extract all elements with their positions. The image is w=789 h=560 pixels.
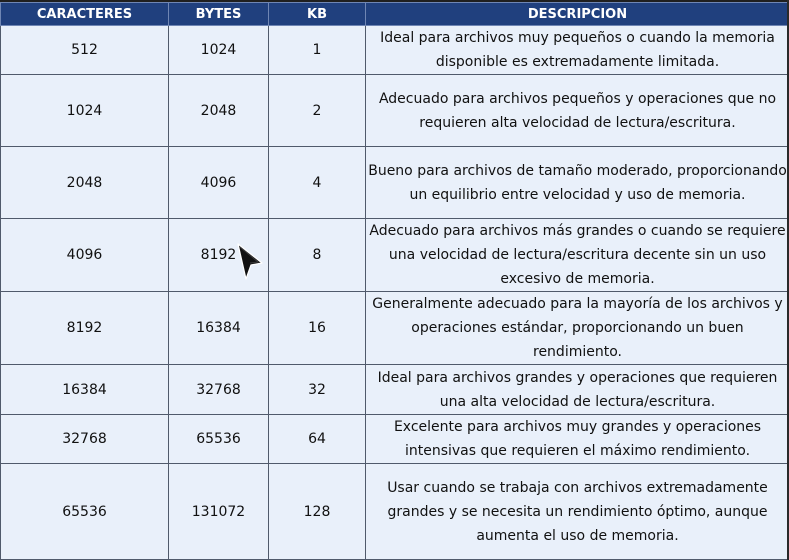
cell-kb: 4 (269, 147, 366, 219)
header-bytes: BYTES (169, 3, 269, 26)
cell-bytes: 65536 (169, 415, 269, 464)
cell-bytes: 1024 (169, 26, 269, 75)
cell-caracteres: 512 (1, 26, 169, 75)
table-row (1, 464, 789, 560)
table-row (1, 415, 789, 464)
cell-bytes: 16384 (169, 292, 269, 365)
cell-caracteres: 65536 (1, 464, 169, 560)
cell-descripcion: Adecuado para archivos pequeños y operaciones que no requieren alta velocidad de lectura/escritura. (366, 75, 789, 147)
cell-kb: 32 (269, 365, 366, 415)
cell-caracteres: 4096 (1, 219, 169, 292)
cell-caracteres: 2048 (1, 147, 169, 219)
cell-descripcion: Adecuado para archivos más grandes o cuando se requiere una velocidad de lectura/escritura decente sin un uso excesivo de memoria. (366, 219, 789, 292)
cell-caracteres: 32768 (1, 415, 169, 464)
table-row (1, 26, 789, 75)
cell-caracteres: 8192 (1, 292, 169, 365)
cell-caracteres: 16384 (1, 365, 169, 415)
cell-descripcion: Bueno para archivos de tamaño moderado, proporcionando un equilibrio entre velocidad y uso de memoria. (366, 147, 789, 219)
table-row (1, 219, 789, 292)
block-size-table (0, 2, 789, 560)
header-descripcion: DESCRIPCION (366, 3, 789, 26)
cell-descripcion: Excelente para archivos muy grandes y operaciones intensivas que requieren el máximo rendimiento. (366, 415, 789, 464)
header-row (1, 3, 789, 26)
cell-descripcion: Generalmente adecuado para la mayoría de los archivos y operaciones estándar, proporcionando un buen rendimiento. (366, 292, 789, 365)
cell-kb: 8 (269, 219, 366, 292)
cell-kb: 128 (269, 464, 366, 560)
cell-descripcion: Ideal para archivos grandes y operaciones que requieren una alta velocidad de lectura/escritura. (366, 365, 789, 415)
table-row (1, 365, 789, 415)
cell-bytes: 4096 (169, 147, 269, 219)
cell-kb: 2 (269, 75, 366, 147)
cell-kb: 16 (269, 292, 366, 365)
table-row (1, 75, 789, 147)
cell-bytes: 2048 (169, 75, 269, 147)
cell-kb: 64 (269, 415, 366, 464)
header-kb: KB (269, 3, 366, 26)
cell-bytes: 32768 (169, 365, 269, 415)
table-row (1, 292, 789, 365)
cell-bytes: 8192 (169, 219, 269, 292)
cell-kb: 1 (269, 26, 366, 75)
cell-caracteres: 1024 (1, 75, 169, 147)
cell-bytes: 131072 (169, 464, 269, 560)
cell-descripcion: Usar cuando se trabaja con archivos extremadamente grandes y se necesita un rendimiento óptimo, aunque aumenta el uso de memoria. (366, 464, 789, 560)
cell-descripcion: Ideal para archivos muy pequeños o cuando la memoria disponible es extremadamente limitada. (366, 26, 789, 75)
table-row (1, 147, 789, 219)
header-caracteres: CARACTERES (1, 3, 169, 26)
